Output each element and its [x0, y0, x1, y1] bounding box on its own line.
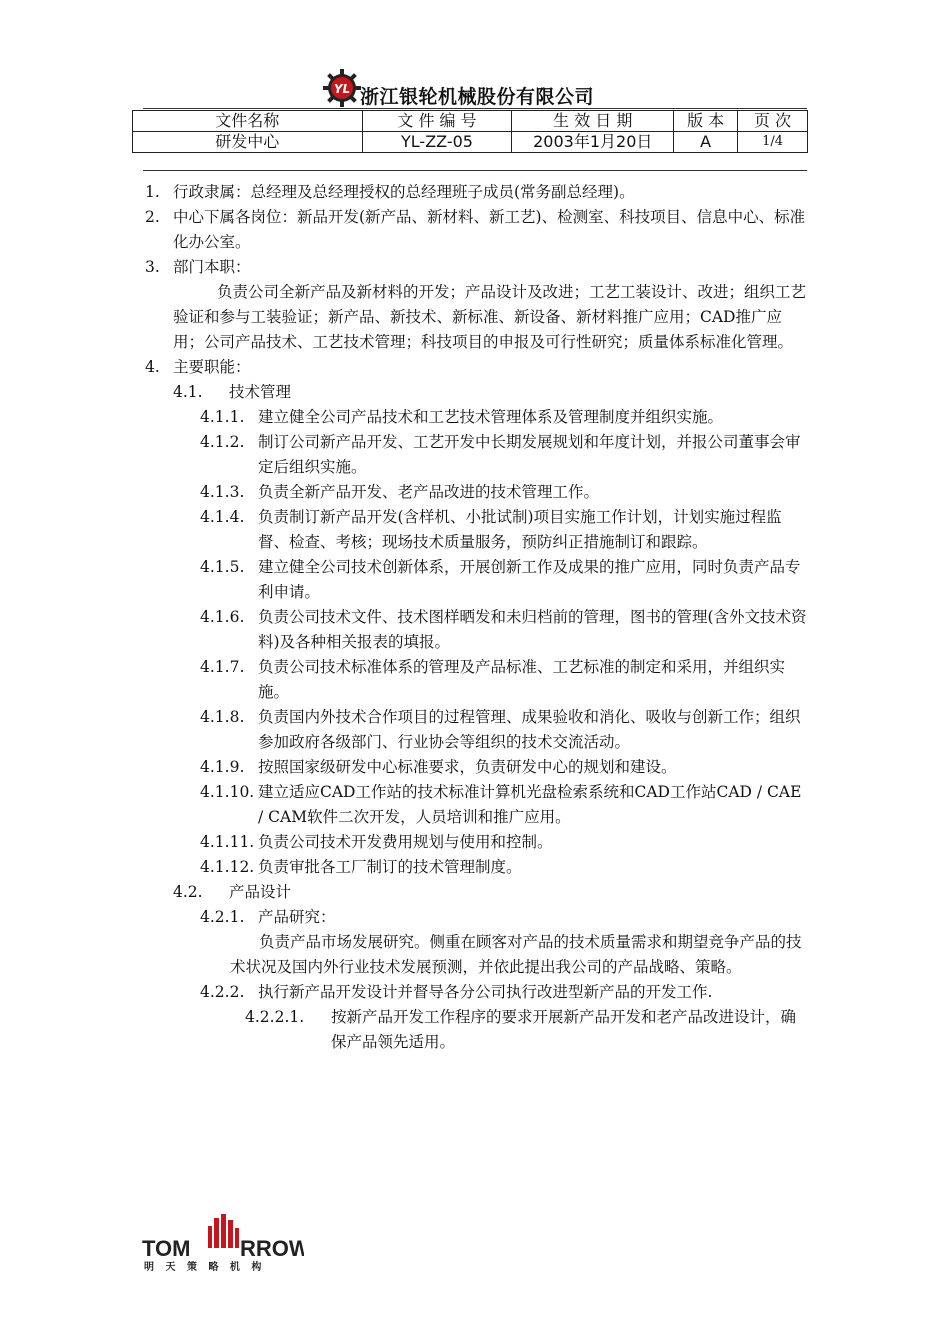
- item-4-2-1-paragraph: 负责产品市场发展研究。侧重在顾客对产品的技术质量需求和期望竞争产品的技术状况及国内外行业技术发展预测，并依此提出我公司的产品战略、策略。: [230, 933, 802, 976]
- item-4-1-2: [145, 430, 811, 480]
- item-4-1-9: [145, 755, 811, 780]
- section-number: 4.1.: [173, 383, 203, 401]
- item-4-1-11: [145, 830, 811, 855]
- item-4-1-5: [145, 555, 811, 605]
- item-number: 4.1.7.: [200, 658, 245, 676]
- value-effective-date: 2003年1月20日: [512, 132, 674, 153]
- section-3-paragraph: 负责公司全新产品及新材料的开发；产品设计及改进；工艺工装设计、改进；组织工艺验证和参与工装验证；新产品、新技术、新标准、新设备、新材料推广应用；CAD推广应用；公司产品技术、工艺技术管理；科技项目的申报及可行性研究；质量体系标准化管理。: [173, 283, 807, 351]
- item-4-1-1: [145, 405, 811, 430]
- item-text: 建立健全公司技术创新体系，开展创新工作及成果的推广应用，同时负责产品专利申请。: [258, 558, 801, 601]
- section-4-2: [145, 880, 811, 905]
- item-number: 4.1.1.: [200, 408, 245, 426]
- item-4-1-8: [145, 705, 811, 755]
- skyline-icon: [208, 1214, 239, 1248]
- header-version: 版 本: [674, 111, 738, 132]
- item-number: 4.1.4.: [200, 508, 245, 526]
- section-number: 2.: [145, 208, 160, 226]
- item-text: 负责公司技术标准体系的管理及产品标准、工艺标准的制定和采用，并组织实施。: [258, 658, 786, 701]
- section-number: 4.: [145, 358, 160, 376]
- item-text: 负责全新产品开发、老产品改进的技术管理工作。: [258, 483, 600, 501]
- tagline: 明 天 策 略 机 构: [144, 1262, 266, 1272]
- item-text: 负责审批各工厂制订的技术管理制度。: [258, 858, 522, 876]
- item-text: 建立健全公司产品技术和工艺技术管理体系及管理制度并组织实施。: [258, 408, 724, 426]
- item-4-1-4: [145, 505, 811, 555]
- section-2: [145, 205, 811, 255]
- value-file-number: YL-ZZ-05: [362, 132, 512, 153]
- item-4-1-7: [145, 655, 811, 705]
- item-number: 4.2.2.: [200, 983, 245, 1001]
- item-number: 4.1.3.: [200, 483, 245, 501]
- document-info-table: [132, 110, 808, 153]
- item-4-2-2: [145, 980, 811, 1005]
- header-file-number: 文 件 编 号: [362, 111, 512, 132]
- section-number: 4.2.: [173, 883, 203, 901]
- value-page: 1/4: [738, 132, 808, 153]
- section-text: 行政隶属：总经理及总经理授权的总经理班子成员(常务副总经理)。: [173, 183, 635, 201]
- table-rule: [143, 170, 807, 171]
- value-version: A: [674, 132, 738, 153]
- value-file-name: 研发中心: [133, 132, 363, 153]
- item-4-2-2-1: [145, 1005, 811, 1055]
- company-name: 浙江银轮机械股份有限公司: [360, 86, 595, 108]
- item-text: 按新产品开发工作程序的要求开展新产品开发和老产品改进设计，确保产品领先适用。: [331, 1008, 797, 1051]
- item-number: 4.1.9.: [200, 758, 245, 776]
- item-number: 4.2.1.: [200, 908, 245, 926]
- header-rule: [143, 108, 807, 109]
- item-text: 负责公司技术文件、技术图样晒发和未归档前的管理，图书的管理(含外文技术资料)及各种相关报表的填报。: [258, 608, 807, 651]
- brand-left: TOM: [142, 1236, 191, 1261]
- section-number: 3.: [145, 258, 160, 276]
- item-number: 4.1.10.: [200, 783, 255, 801]
- header-effective-date: 生 效 日 期: [512, 111, 674, 132]
- item-number: 4.1.12.: [200, 858, 255, 876]
- item-number: 4.1.8.: [200, 708, 245, 726]
- item-4-1-3: [145, 480, 811, 505]
- header-file-name: 文件名称: [133, 111, 363, 132]
- item-text: 产品研究：: [258, 908, 336, 926]
- item-text: 建立适应CAD工作站的技术标准计算机光盘检索系统和CAD工作站CAD / CAE / CAM软件二次开发，人员培训和推广应用。: [258, 783, 802, 826]
- item-number: 4.2.2.1.: [245, 1008, 305, 1026]
- tomorrow-logo: [142, 1212, 304, 1272]
- item-number: 4.1.11.: [200, 833, 255, 851]
- company-logo-icon: [322, 68, 362, 108]
- item-text: 按照国家级研发中心标准要求，负责研发中心的规划和建设。: [258, 758, 677, 776]
- item-text: 制订公司新产品开发、工艺开发中长期发展规划和年度计划，并报公司董事会审定后组织实施。: [258, 433, 801, 476]
- item-number: 4.1.2.: [200, 433, 245, 451]
- section-4: [145, 355, 811, 380]
- section-number: 1.: [145, 183, 160, 201]
- item-number: 4.1.5.: [200, 558, 245, 576]
- section-text: 中心下属各岗位：新品开发(新产品、新材料、新工艺)、检测室、科技项目、信息中心、标准化办公室。: [173, 208, 806, 251]
- item-number: 4.1.6.: [200, 608, 245, 626]
- item-text: 负责公司技术开发费用规划与使用和控制。: [258, 833, 553, 851]
- item-4-1-10: [145, 780, 811, 830]
- section-text: 主要职能：: [173, 358, 251, 376]
- info-value-row: [133, 132, 808, 153]
- item-4-1-12: [145, 855, 811, 880]
- header-page: 页 次: [738, 111, 808, 132]
- document-body: [145, 180, 811, 1055]
- section-3: [145, 255, 811, 280]
- item-4-2-1: [145, 905, 811, 930]
- item-text: 负责制订新产品开发(含样机、小批试制)项目实施工作计划，计划实施过程监督、检查、考核；现场技术质量服务，预防纠正措施制订和跟踪。: [258, 508, 782, 551]
- section-text: 产品设计: [229, 883, 292, 901]
- section-4-1: [145, 380, 811, 405]
- section-text: 技术管理: [229, 383, 292, 401]
- item-text: 执行新产品开发设计并督导各分公司执行改进型新产品的开发工作.: [258, 983, 713, 1001]
- section-text: 部门本职：: [173, 258, 251, 276]
- brand-right: RROW: [240, 1236, 304, 1261]
- item-text: 负责国内外技术合作项目的过程管理、成果验收和消化、吸收与创新工作；组织参加政府各级部门、行业协会等组织的技术交流活动。: [258, 708, 801, 751]
- section-1: [145, 180, 811, 205]
- item-4-1-6: [145, 605, 811, 655]
- logo-letters: YL: [333, 82, 351, 96]
- info-header-row: [133, 111, 808, 132]
